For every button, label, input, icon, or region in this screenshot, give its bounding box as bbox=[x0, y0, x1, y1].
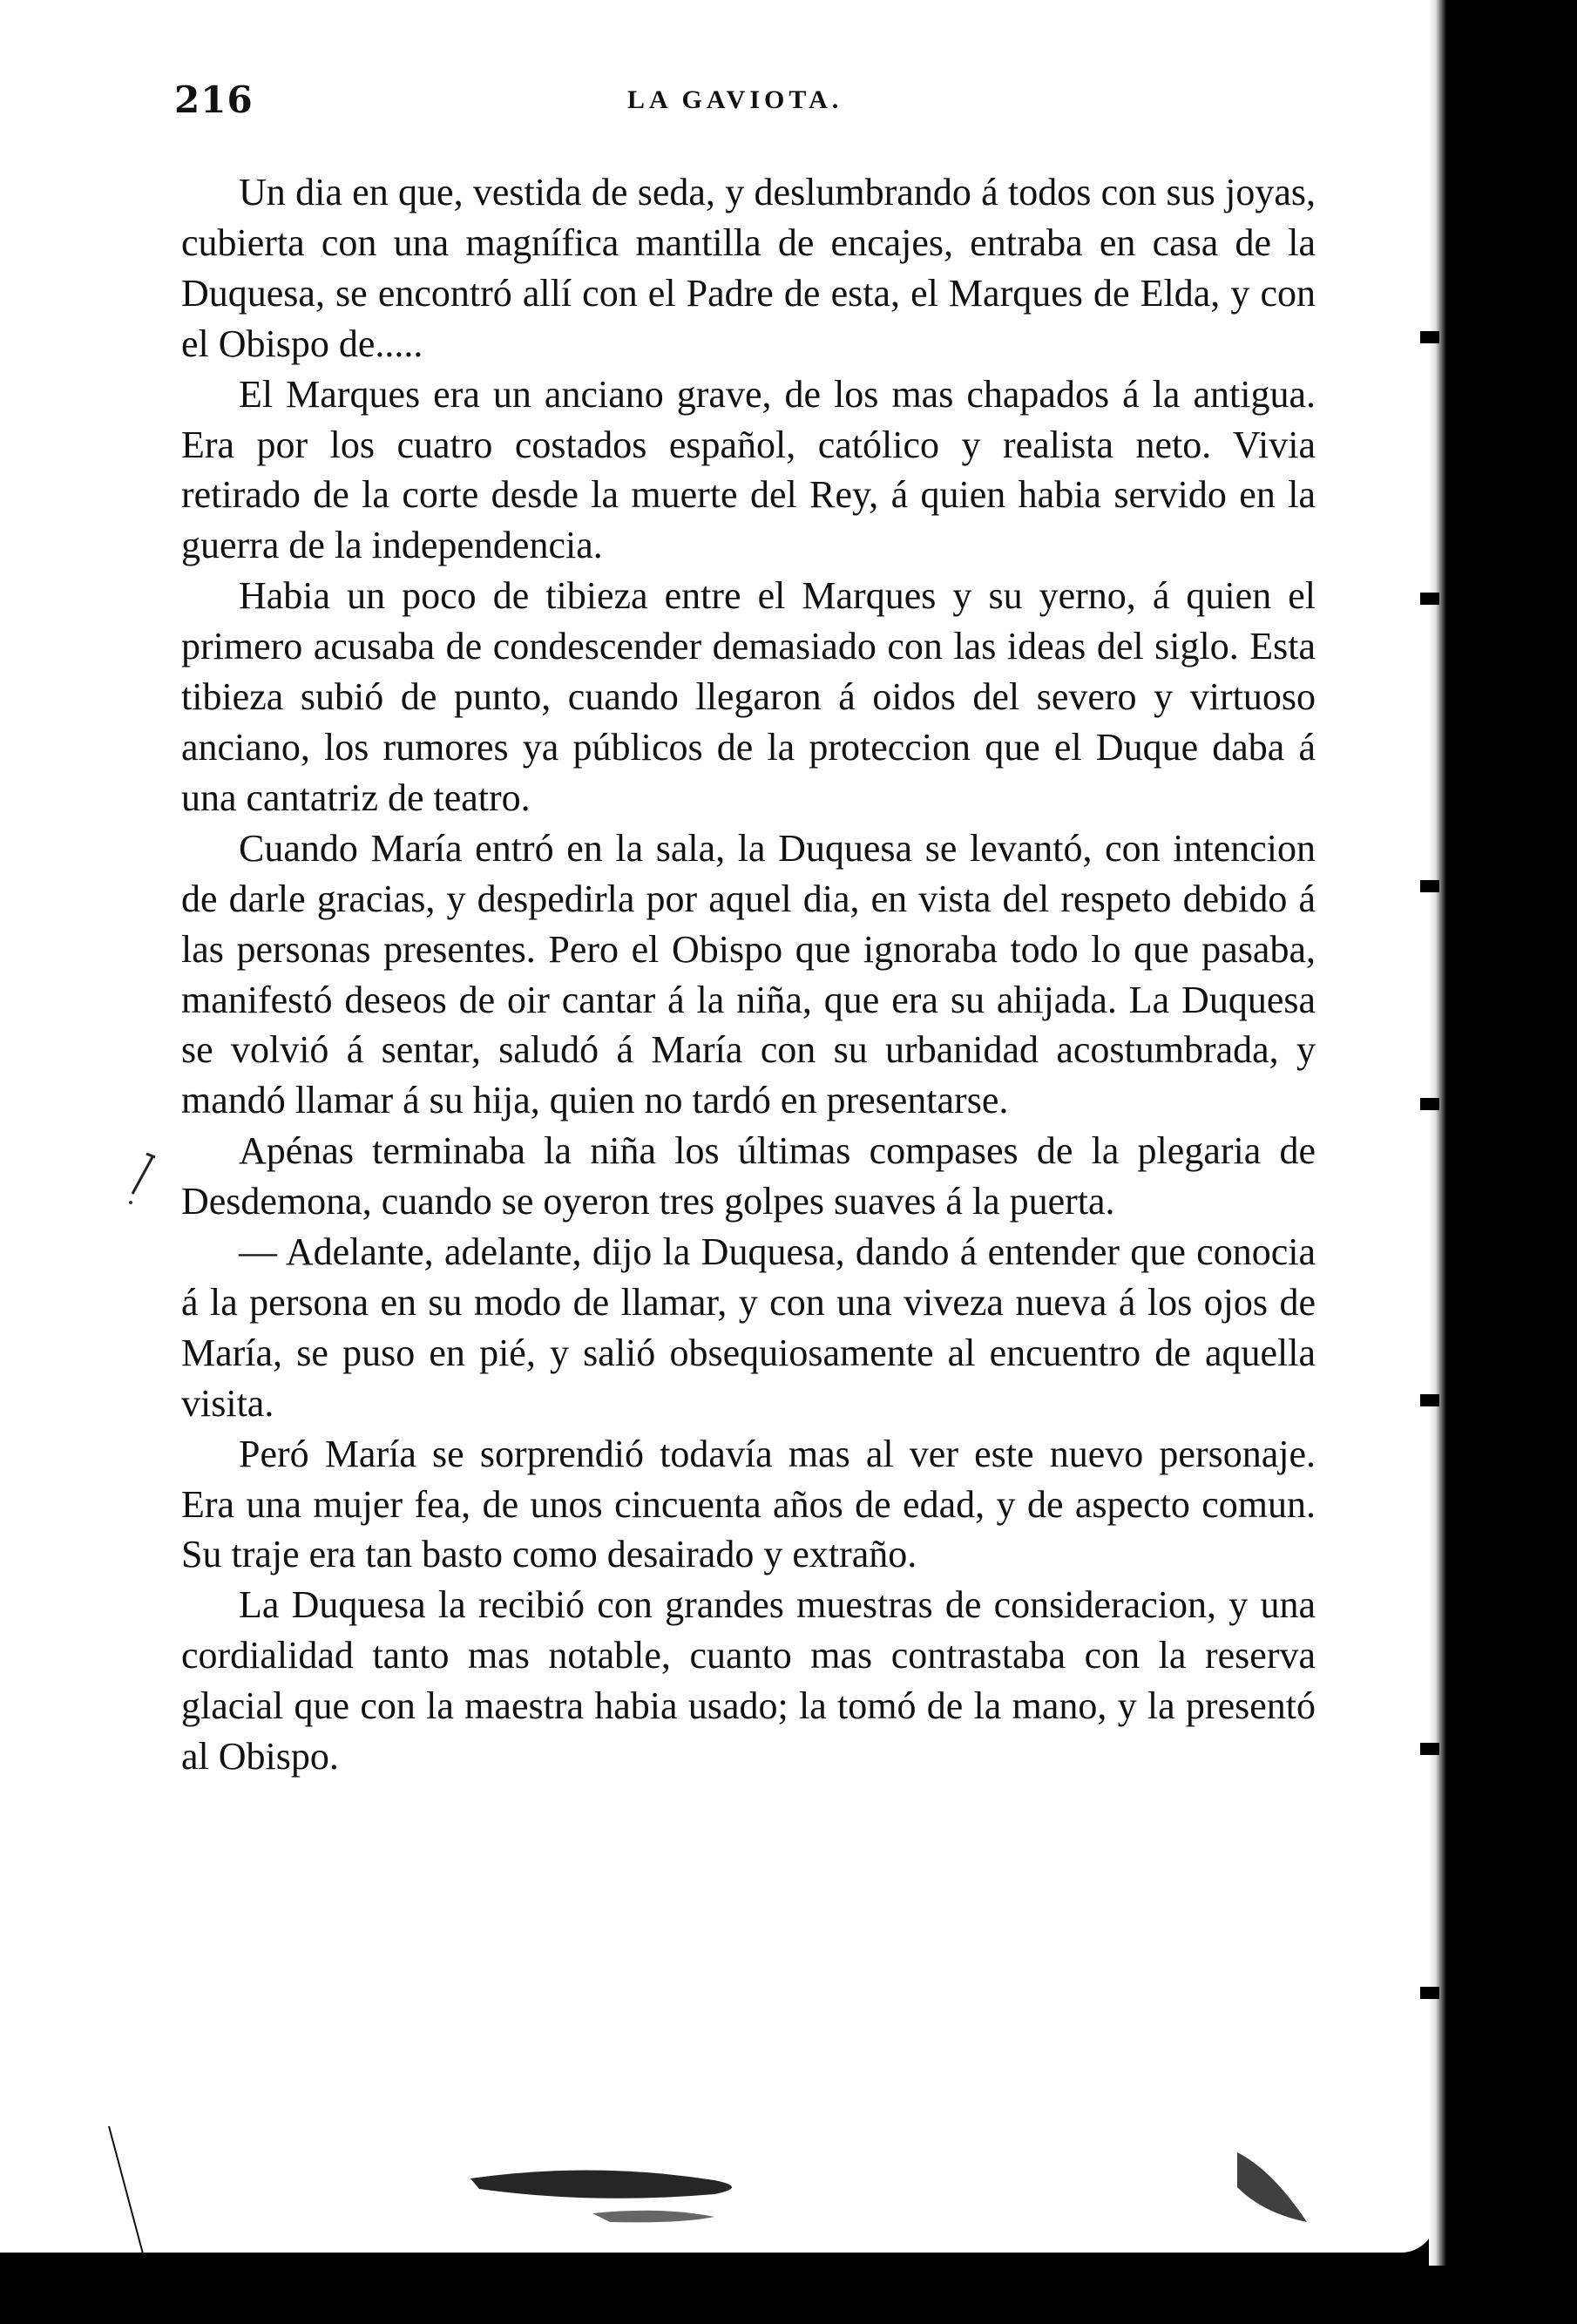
edge-mark bbox=[1420, 331, 1439, 343]
paragraph: Peró María se sorprendió todavía mas al ver este nuevo personaje. Era una mujer fea, de unos cincuenta años de edad, y de aspecto comun. Su traje era tan basto como desairado y extraño. bbox=[181, 1432, 1316, 1576]
paragraph: Apénas terminaba la niña los últimas compases de la plegaria de Desdemona, cuando se oyeron tres golpes suaves á la puerta. bbox=[181, 1129, 1316, 1223]
edge-mark bbox=[1420, 1098, 1439, 1110]
edge-mark bbox=[1420, 1987, 1439, 1999]
paragraph: La Duquesa la recibió con grandes muestras de consideracion, y una cordialidad tanto mas notable, cuanto mas contrastaba con la reserva glacial que con la maestra habia usado; la tomó de la mano, y la presentó al Obispo. bbox=[181, 1583, 1316, 1779]
page-number: 216 bbox=[174, 78, 254, 121]
paragraph: Un dia en que, vestida de seda, y deslumbrando á todos con sus joyas, cubierta con una magnífica mantilla de encajes, entraba en casa de la Duquesa, se encontró allí con el Padre de esta, el Marques de Elda, y con el Obispo de..... bbox=[181, 171, 1316, 365]
paragraph: Habia un poco de tibieza entre el Marques y su yerno, á quien el primero acusaba de condescender demasiado con las ideas del siglo. Esta tibieza subió de punto, cuando llegaron á oidos del severo y virtuoso anciano, los rumores ya públicos de la proteccion que el Duque daba á una cantatriz de teatro. bbox=[181, 574, 1316, 819]
running-title: LA GAVIOTA. bbox=[627, 85, 843, 114]
page-header bbox=[174, 78, 1316, 131]
edge-mark bbox=[1420, 880, 1439, 892]
paragraph: El Marques era un anciano grave, de los mas chapados á la antigua. Era por los cuatro costados español, católico y realista neto. Vivia retirado de la corte desde la muerte del Rey, á quien habia servido en la guerra de la independencia. bbox=[181, 372, 1316, 567]
body-text bbox=[181, 167, 1316, 1782]
scan-artifacts bbox=[105, 2126, 1359, 2266]
pencil-margin-mark bbox=[120, 1148, 164, 1209]
edge-mark bbox=[1420, 1394, 1439, 1406]
edge-mark bbox=[1420, 593, 1439, 605]
paragraph: — Adelante, adelante, dijo la Duquesa, dando á entender que conocia á la persona en su modo de llamar, y con una viveza nueva á los ojos de María, se puso en pié, y salió obsequiosamente al encuentro de aquella visita. bbox=[181, 1230, 1316, 1425]
paragraph: Cuando María entró en la sala, la Duquesa se levantó, con intencion de darle gracias, y despedirla por aquel dia, en vista del respeto debido á las personas presentes. Pero el Obispo que ignoraba todo lo que pasaba, manifestó deseos de oir cantar á la niña, que era su ahijada. La Duquesa se volvió á sentar, saludó á María con su urbanidad acostumbrada, y mandó llamar á su hija, quien no tardó en presentarse. bbox=[181, 826, 1316, 1122]
edge-mark bbox=[1420, 1743, 1439, 1755]
